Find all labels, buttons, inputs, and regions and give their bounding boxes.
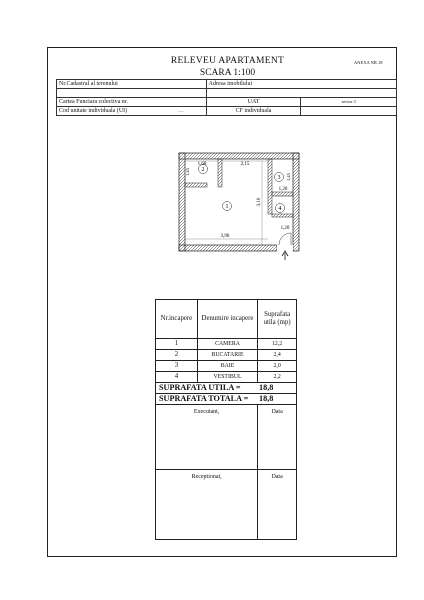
- header-row: [57, 89, 397, 98]
- room-area: 12,2: [258, 339, 297, 350]
- wall-vestibule: [272, 214, 293, 217]
- room-number: 4: [278, 206, 282, 212]
- room-nr: 1: [156, 339, 198, 350]
- rooms-header-row: [156, 300, 297, 339]
- room-number: 3: [277, 175, 281, 181]
- room-name: BUCATARIE: [197, 350, 257, 361]
- dimension-label: 1,45: [185, 168, 190, 176]
- total-util-row: [156, 383, 297, 394]
- total-util-value: 18,8: [259, 383, 274, 392]
- rooms-table: [155, 299, 297, 540]
- uat-label: UAT: [206, 98, 301, 107]
- annex-label: ANEXA NR.18: [354, 60, 383, 65]
- unit-code-text: Cod unitate individuala (UI): [59, 108, 128, 114]
- wall-kitchen: [185, 183, 207, 187]
- receptionat-row: [156, 470, 297, 540]
- executant-row: [156, 405, 297, 470]
- room-nr: 3: [156, 361, 198, 372]
- total-value: 18,8: [259, 394, 274, 403]
- table-row: [156, 339, 297, 350]
- table-row: [156, 361, 297, 372]
- total-util-label: SUPRAFATA UTILA =: [159, 383, 241, 392]
- wall-kitchen-side: [218, 159, 222, 187]
- unit-code-label: [57, 107, 207, 116]
- room-name: BAIE: [197, 361, 257, 372]
- room-name: VESTIBUL: [197, 372, 257, 383]
- dimension-label: 1,20: [280, 226, 290, 231]
- cadastral-value: [57, 89, 207, 98]
- door-swing: [279, 233, 291, 245]
- room-area: 2,2: [258, 372, 297, 383]
- room-area: 2,0: [258, 361, 297, 372]
- header-row: [57, 80, 397, 89]
- room-nr: 4: [156, 372, 198, 383]
- col-header-nr: Nr.incapere: [156, 300, 198, 339]
- land-book-label: Cartea Funciara colectiva nr.: [57, 98, 207, 107]
- wall-bath: [268, 159, 272, 214]
- receptionat-label: Receptionat,: [156, 470, 258, 540]
- sector-value: sector 3: [301, 98, 397, 107]
- address-label: Adresa imobilului: [206, 80, 396, 89]
- wall-bottom: [179, 245, 277, 251]
- dimension-label: 1,45: [286, 173, 291, 181]
- cf-individual-label: CF individuala: [206, 107, 301, 116]
- unit-code-dots: ......: [177, 108, 184, 113]
- address-value: [206, 89, 396, 98]
- document-scale: SCARA 1:100: [199, 68, 256, 78]
- dimension-label: 2,15: [240, 162, 250, 167]
- executant-date: Data: [258, 405, 297, 470]
- total-cell: [156, 394, 297, 405]
- room-name: CAMERA: [197, 339, 257, 350]
- total-label: SUPRAFATA TOTALA =: [159, 394, 249, 403]
- dimension-label: 1,68: [197, 162, 207, 167]
- col-header-area: Suprafata utila (mp): [258, 300, 297, 339]
- col-header-name: Denumire incapere: [197, 300, 257, 339]
- total-row: [156, 394, 297, 405]
- wall-bath-bottom: [272, 192, 293, 196]
- wall-right: [293, 153, 299, 251]
- table-row: [156, 350, 297, 361]
- total-util-cell: [156, 383, 297, 394]
- dimension-label: 3,10: [257, 197, 262, 207]
- document-title: RELEVEU APARTAMENT: [170, 56, 285, 66]
- table-row: [156, 372, 297, 383]
- receptionat-date: Data: [258, 470, 297, 540]
- room-number: 1: [225, 204, 229, 210]
- room-number: 2: [201, 167, 205, 173]
- header-row: [57, 107, 397, 116]
- header-table: [56, 79, 397, 116]
- cadastral-label: Nr.Cadastral al terenului: [57, 80, 207, 89]
- wall-top: [179, 153, 299, 159]
- entrance-gap: [277, 245, 293, 251]
- dimension-label: 3,90: [220, 234, 230, 239]
- room-nr: 2: [156, 350, 198, 361]
- header-row: [57, 98, 397, 107]
- wall-left: [179, 153, 185, 251]
- dimension-label: 1,20: [278, 187, 288, 192]
- floor-plan: [175, 150, 305, 260]
- cf-individual-value: [301, 107, 397, 116]
- executant-label: Executant,: [156, 405, 258, 470]
- room-area: 2,4: [258, 350, 297, 361]
